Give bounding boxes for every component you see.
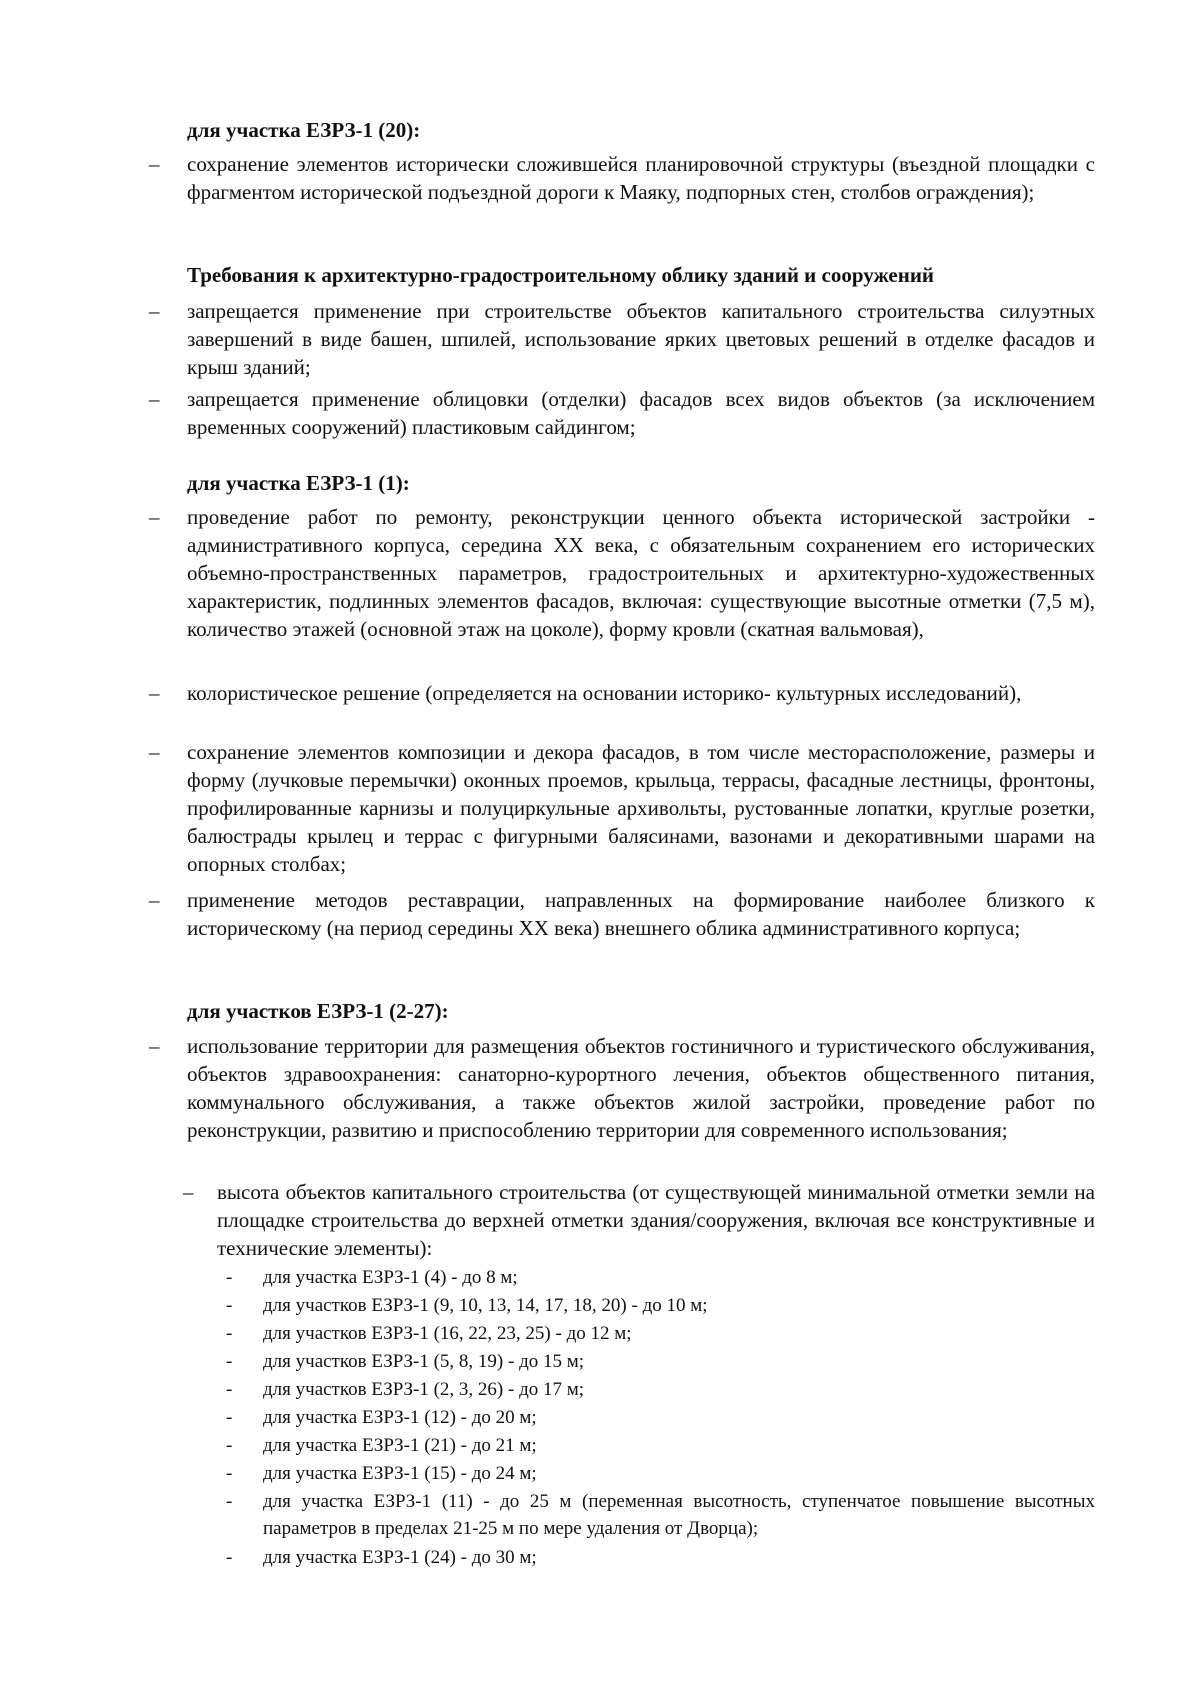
list-item bbox=[149, 1032, 1095, 1144]
bullet-marker: - bbox=[226, 1323, 233, 1344]
list-item bbox=[149, 297, 1095, 381]
height-list-item bbox=[226, 1348, 1095, 1375]
bullet-marker: - bbox=[226, 1547, 233, 1568]
sub-list-item bbox=[183, 1178, 1095, 1262]
bullet-marker: - bbox=[226, 1379, 233, 1400]
section-heading: для участка ЕЗРЗ-1 (20): bbox=[187, 118, 421, 142]
list-item-text: проведение работ по ремонту, реконструкции ценного объекта исторической застройки - административного корпуса, середина XX века, с обязательным сохранением его исторических объемно-пространственных параметров, градостроительных и архитектурно-художественных характеристик, подлинных элементов фасадов, включая: существующие высотные отметки (7,5 м), количество этажей (основной этаж на цоколе), форму кровли (скатная вальмовая), bbox=[187, 505, 1095, 641]
list-item bbox=[149, 503, 1095, 643]
height-list-item-text: для участков ЕЗРЗ-1 (5, 8, 19) - до 15 м; bbox=[263, 1351, 585, 1372]
list-item-text: запрещается применение при строительстве объектов капитального строительства силуэтных завершений в виде башен, шпилей, использование ярких цветовых решений в отделке фасадов и крыш зданий; bbox=[187, 299, 1095, 379]
bullet-marker: - bbox=[226, 1435, 233, 1456]
height-list-item bbox=[226, 1320, 1095, 1347]
bullet-marker: - bbox=[226, 1351, 233, 1372]
height-list-item bbox=[226, 1432, 1095, 1459]
height-list-item bbox=[226, 1544, 1095, 1571]
dash-marker: – bbox=[149, 299, 160, 323]
sub-list-item-text: высота объектов капитального строительства (от существующей минимальной отметки земли на площадке строительства до верхней отметки здания/сооружения, включая все конструктивные и технические элементы): bbox=[217, 1180, 1095, 1260]
height-list-item-text: для участков ЕЗРЗ-1 (2, 3, 26) - до 17 м; bbox=[263, 1379, 585, 1400]
bullet-marker: - bbox=[226, 1463, 233, 1484]
height-list-item-text: для участка ЕЗРЗ-1 (11) - до 25 м (переменная высотность, ступенчатое повышение высотных параметров в пределах 21-25 м по мере удаления от Дворца); bbox=[263, 1491, 1095, 1539]
height-list-item-text: для участка ЕЗРЗ-1 (15) - до 24 м; bbox=[263, 1463, 537, 1484]
list-item bbox=[149, 150, 1095, 206]
dash-marker: – bbox=[149, 387, 160, 411]
height-list-item bbox=[226, 1264, 1095, 1291]
section-heading: для участков ЕЗРЗ-1 (2-27): bbox=[187, 999, 449, 1023]
list-item-text: применение методов реставрации, направленных на формирование наиболее близкого к историческому (на период середины XX века) внешнего облика административного корпуса; bbox=[187, 888, 1095, 940]
list-item-text: сохранение элементов исторически сложившейся планировочной структуры (въездной площадки с фрагментом исторической подъездной дороги к Маяку, подпорных стен, столбов ограждения); bbox=[187, 152, 1095, 204]
height-list-item-text: для участков ЕЗРЗ-1 (16, 22, 23, 25) - до 12 м; bbox=[263, 1323, 632, 1344]
dash-marker: – bbox=[149, 681, 160, 705]
height-list-item bbox=[226, 1292, 1095, 1319]
height-list-item-text: для участка ЕЗРЗ-1 (21) - до 21 м; bbox=[263, 1435, 537, 1456]
height-list-item-text: для участков ЕЗРЗ-1 (9, 10, 13, 14, 17, 18, 20) - до 10 м; bbox=[263, 1295, 708, 1316]
bullet-marker: - bbox=[226, 1295, 233, 1316]
height-list-item bbox=[226, 1488, 1095, 1542]
height-list-item-text: для участка ЕЗРЗ-1 (24) - до 30 м; bbox=[263, 1547, 537, 1568]
list-item bbox=[149, 679, 1095, 707]
list-item bbox=[149, 886, 1095, 942]
bullet-marker: - bbox=[226, 1267, 233, 1288]
list-item-text: сохранение элементов композиции и декора фасадов, в том числе месторасположение, размеры и форму (лучковые перемычки) оконных проемов, крыльца, террасы, фасадные лестницы, фронтоны, профилированные карнизы и полуциркульные архивольты, рустованные лопатки, круглые розетки, балюстрады крылец и террас с фигурными балясинами, вазонами и декоративными шарами на опорных столбах; bbox=[187, 740, 1095, 876]
dash-marker: – bbox=[149, 1034, 160, 1058]
dash-marker: – bbox=[149, 152, 160, 176]
section-heading: Требования к архитектурно-градостроительному облику зданий и сооружений bbox=[187, 263, 935, 287]
list-item bbox=[149, 738, 1095, 878]
dash-marker: – bbox=[183, 1180, 194, 1204]
list-item-text: запрещается применение облицовки (отделки) фасадов всех видов объектов (за исключением временных сооружений) пластиковым сайдингом; bbox=[187, 387, 1095, 439]
dash-marker: – bbox=[149, 888, 160, 912]
height-list-item-text: для участка ЕЗРЗ-1 (4) - до 8 м; bbox=[263, 1267, 518, 1288]
height-list-item bbox=[226, 1376, 1095, 1403]
height-list-item bbox=[226, 1404, 1095, 1431]
dash-marker: – bbox=[149, 505, 160, 529]
height-list-item-text: для участка ЕЗРЗ-1 (12) - до 20 м; bbox=[263, 1407, 537, 1428]
section-heading: для участка ЕЗРЗ-1 (1): bbox=[187, 471, 410, 495]
bullet-marker: - bbox=[226, 1491, 233, 1512]
list-item-text: колористическое решение (определяется на основании историко- культурных исследований), bbox=[187, 681, 1022, 705]
list-item bbox=[149, 385, 1095, 441]
list-item-text: использование территории для размещения объектов гостиничного и туристического обслуживания, объектов здравоохранения: санаторно-курортного лечения, объектов общественного питания, коммунального обслуживания, а также объектов жилой застройки, проведение работ по реконструкции, развитию и приспособлению территории для современного использования; bbox=[187, 1034, 1095, 1142]
bullet-marker: - bbox=[226, 1407, 233, 1428]
height-list-item bbox=[226, 1460, 1095, 1487]
dash-marker: – bbox=[149, 740, 160, 764]
